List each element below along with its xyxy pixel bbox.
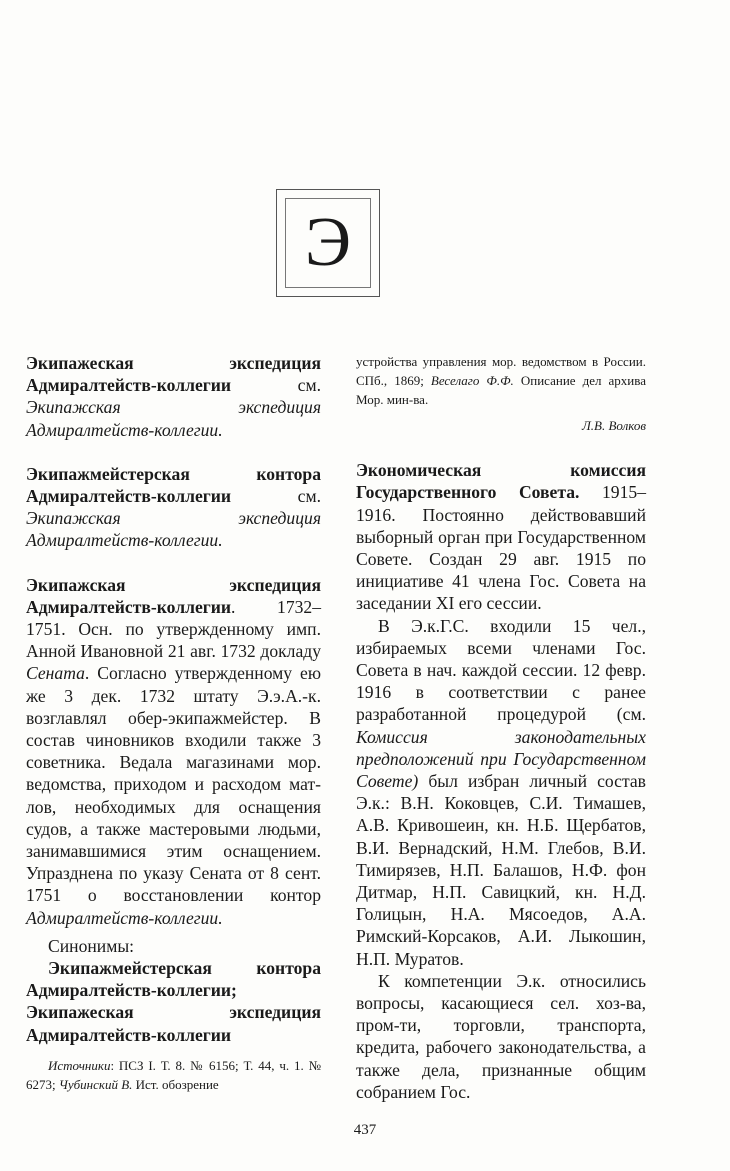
page-number: 437 [353,1122,377,1138]
sources-text: Ист. обозрение [132,1076,219,1092]
cross-reference[interactable]: Экипажская экспедиция Адмиралтейств-коллегии. [26,397,321,440]
sources-text: устройства управления мор. ведомством в России. СПб., 1869; [356,354,646,388]
right-column [356,352,646,1103]
sources-text: Описание дел архива Мор. мин-ва. [356,373,646,407]
see-word: см. [231,375,321,396]
entry-title: Экипажская экспедиция Адмиралтейств-коллегии [26,574,321,617]
entry-ekipazhmeisterskaya-kontora [26,463,321,552]
sources-continued [356,352,646,409]
cross-reference[interactable]: Сената [26,663,85,684]
sources-author: Веселаго Ф.Ф. [430,373,514,388]
cross-reference[interactable]: Экипажская экспедиция Адмиралтейств-коллегии. [26,508,321,551]
synonyms-label: Синонимы: [48,935,135,956]
sources-label: Источники [48,1057,111,1073]
section-letter: Э [285,198,371,288]
entry-text: . Согласно утвержденному ею же 3 дек. 1732 штату Э.э.А.-к. возглавлял обер-экипажмейстер. В состав чиновников входили также 3 советника. Ведала магазинами мор. ведомства, приходом и расходом мат-лов, необходимых для оснащения судов, а также мастеровыми людьми, занимавшимися этим оснащением. Упразднена по указу Сената от 8 сент. 1751 о восстановлении контор [26,663,321,906]
synonyms-text: Экипажмейстерская контора Адмиралтейств-коллегии; Экипажеская экспедиция Адмиралтейств-коллегии [26,958,321,1045]
entry-title: Экипажмейстерская контора Адмиралтейств-коллегии [26,463,321,507]
entry-paragraph: К компетенции Э.к. относились вопросы, касающиеся сел. хоз-ва, пром-ти, торговли, транспорта, кредита, рабочего законодательства, а также дела, признанные общим собранием Гос. [356,970,646,1102]
entry-paragraph [356,615,646,970]
entry-text: . 1732–1751. Осн. по утвержденному имп. Анной Ивановной 21 авг. 1732 докладу [26,596,321,662]
entry-title: Экономическая комиссия Государственного Совета. [356,460,646,503]
entry-ekipazheskaya-ekspeditsiya-ref [26,352,321,441]
left-column [26,352,321,1094]
section-letter-frame [276,189,380,297]
sources-text: : ПСЗ I. Т. 8. № 6156; Т. 44, ч. 1. № 6273; [26,1057,321,1092]
cross-reference[interactable]: Адмиралтейств-коллегии. [26,907,223,928]
entry-ekonomicheskaya-komissiya [356,459,646,614]
entry-text: был избран личный состав Э.к.: В.Н. Коковцев, С.И. Тимашев, А.В. Кривошеин, кн. Н.Б. Щербатов, В.И. Вернадский, Н.М. Глебов, В.И. Тимирязев, Н.П. Балашов, Н.Ф. фон Дитмар, Н.П. Савицкий, кн. Н.Д. Голицын, Н.А. Мясоедов, А.А. Римский-Корсаков, А.И. Лыкошин, Н.П. Муратов. [356,771,646,969]
sources [26,1056,321,1094]
sources-author: Чубинский В. [58,1076,133,1092]
cross-reference[interactable]: Комиссия законодательных предположений при Государственном Совете) [356,726,646,792]
entry-text: В Э.к.Г.С. входили 15 чел., избираемых всеми членами Гос. Совета в нач. каждой сессии. 12 февр. 1916 в соответствии с ранее разработанной процедурой (см. [356,615,646,725]
entry-title: Экипажеская экспедиция Адмиралтейств-коллегии [26,353,321,396]
entry-ekipazhskaya-ekspeditsiya [26,574,321,929]
article-author: Л.В. Волков [581,418,646,433]
see-word: см. [231,486,321,507]
entry-text: 1915–1916. Постоянно действовавший выборный орган при Государственном Совете. Создан 29 авг. 1915 по инициативе 41 члена Гос. Совета на заседании XI его сессии. [356,482,646,614]
